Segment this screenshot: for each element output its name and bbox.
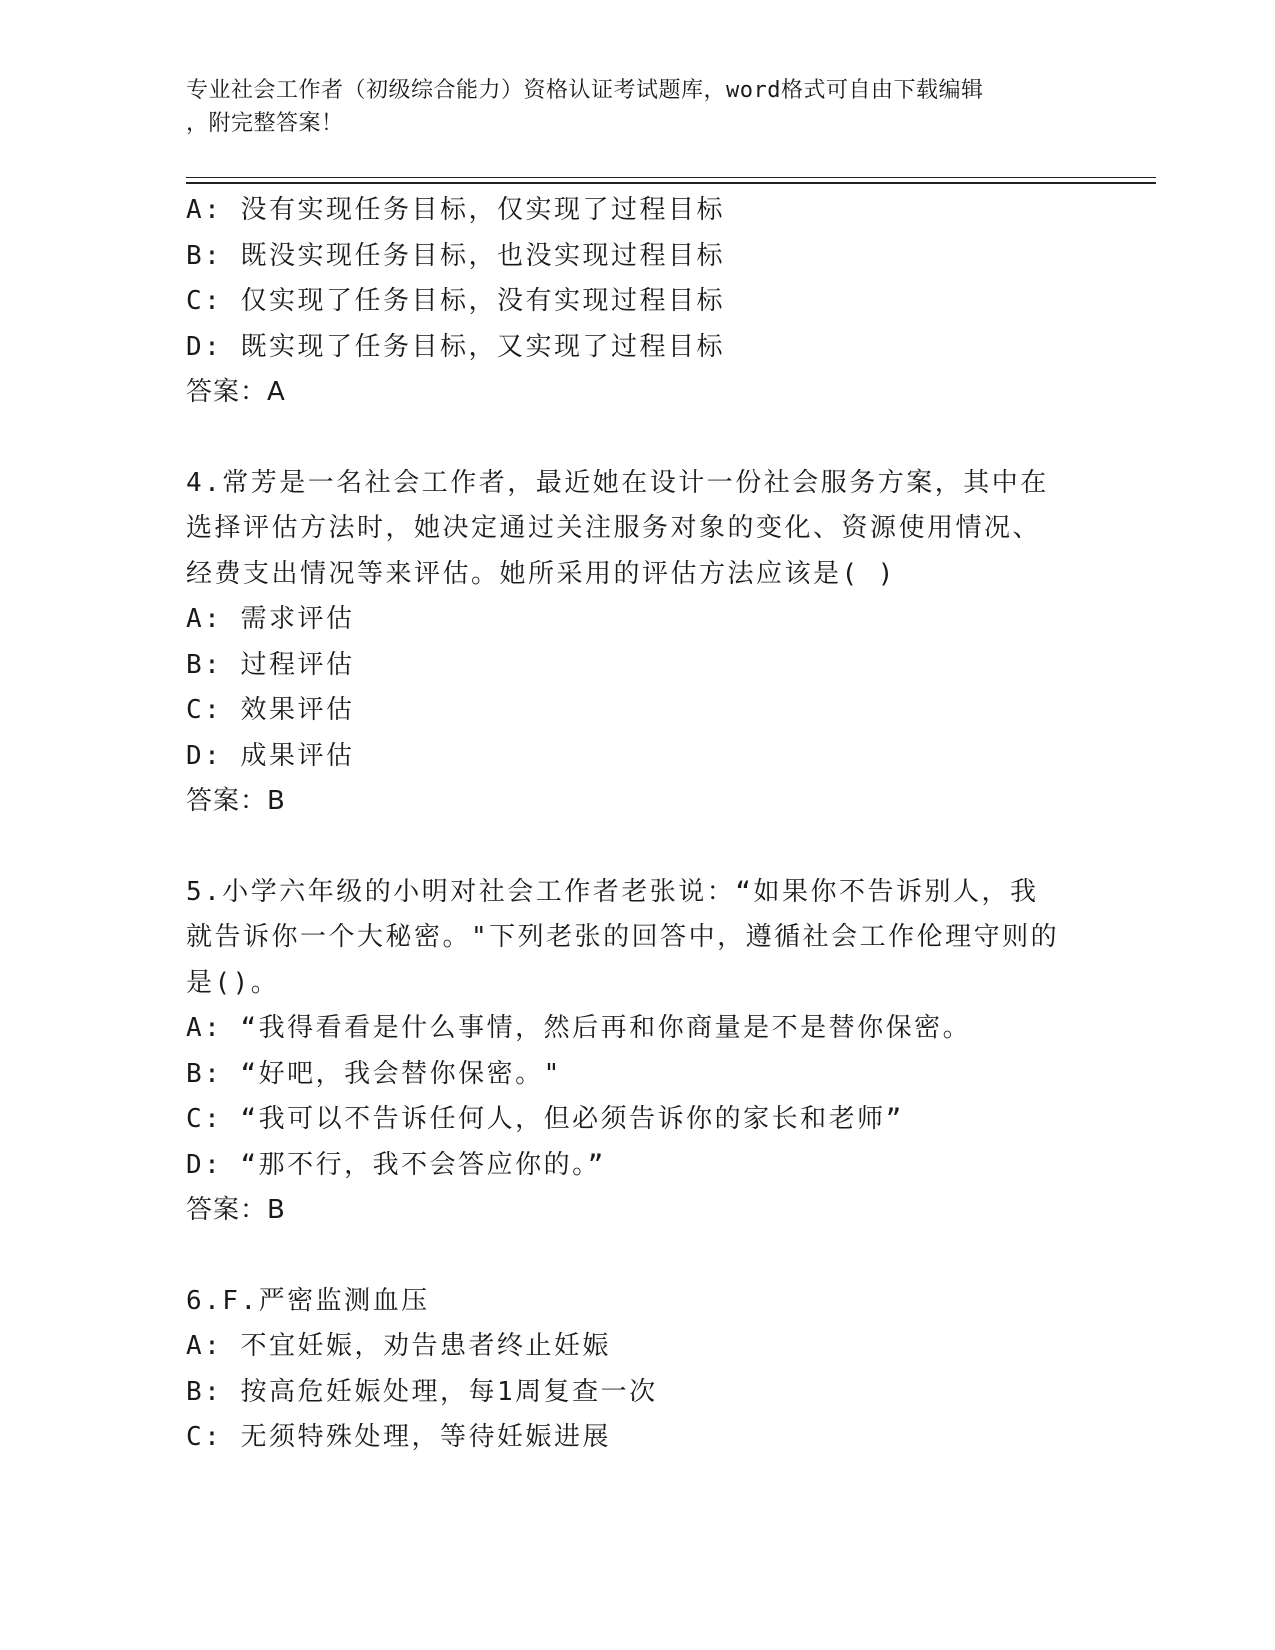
option-c: C: 无须特殊处理，等待妊娠进展 bbox=[186, 1422, 611, 1452]
question-text-line: 就告诉你一个大秘密。"下列老张的回答中，遵循社会工作伦理守则的 bbox=[186, 922, 1060, 952]
option-c: C: 仅实现了任务目标，没有实现过程目标 bbox=[186, 286, 725, 316]
option-d: D: 既实现了任务目标，又实现了过程目标 bbox=[186, 331, 725, 362]
answer: 答案：A bbox=[186, 377, 286, 407]
option-b: B: 过程评估 bbox=[186, 649, 355, 680]
header-title-line-1: 专业社会工作者（初级综合能力）资格认证考试题库，word格式可自由下载编辑 bbox=[186, 78, 984, 103]
header-title-line-2: ，附完整答案！ bbox=[186, 111, 344, 136]
question-3 bbox=[186, 188, 1086, 416]
document-header bbox=[186, 74, 1066, 140]
header-divider-thick bbox=[186, 182, 1156, 184]
option-a: A: 不宜妊娠，劝告患者终止妊娠 bbox=[186, 1331, 611, 1361]
option-c: C: “我可以不告诉任何人，但必须告诉你的家长和老师” bbox=[186, 1104, 904, 1134]
question-5 bbox=[186, 870, 1086, 1234]
question-4 bbox=[186, 461, 1086, 825]
option-a: A: 没有实现任务目标，仅实现了过程目标 bbox=[186, 195, 725, 225]
header-divider-thin bbox=[186, 177, 1156, 178]
answer: 答案：B bbox=[186, 786, 286, 816]
question-text-line: 经费支出情况等来评估。她所采用的评估方法应该是( ) bbox=[186, 558, 896, 589]
option-c: C: 效果评估 bbox=[186, 695, 355, 725]
answer: 答案：B bbox=[186, 1195, 286, 1225]
question-text-line: 是()。 bbox=[186, 967, 280, 998]
question-text-line: 5.小学六年级的小明对社会工作者老张说：“如果你不告诉别人，我 bbox=[186, 876, 1039, 907]
option-b: B: “好吧，我会替你保密。" bbox=[186, 1058, 562, 1089]
option-d: D: 成果评估 bbox=[186, 740, 355, 771]
option-a: A: 需求评估 bbox=[186, 604, 355, 634]
question-text-line: 4.常芳是一名社会工作者，最近她在设计一份社会服务方案，其中在 bbox=[186, 467, 1049, 498]
option-b: B: 按高危妊娠处理，每1周复查一次 bbox=[186, 1376, 658, 1407]
option-d: D: “那不行，我不会答应你的。” bbox=[186, 1149, 606, 1180]
option-a: A: “我得看看是什么事情，然后再和你商量是不是替你保密。 bbox=[186, 1013, 972, 1043]
question-text-line: 6.F.严密监测血压 bbox=[186, 1285, 430, 1316]
question-6 bbox=[186, 1279, 1086, 1461]
option-b: B: 既没实现任务目标，也没实现过程目标 bbox=[186, 240, 725, 271]
question-list bbox=[186, 188, 1086, 1461]
question-text-line: 选择评估方法时，她决定通过关注服务对象的变化、资源使用情况、 bbox=[186, 513, 1042, 543]
